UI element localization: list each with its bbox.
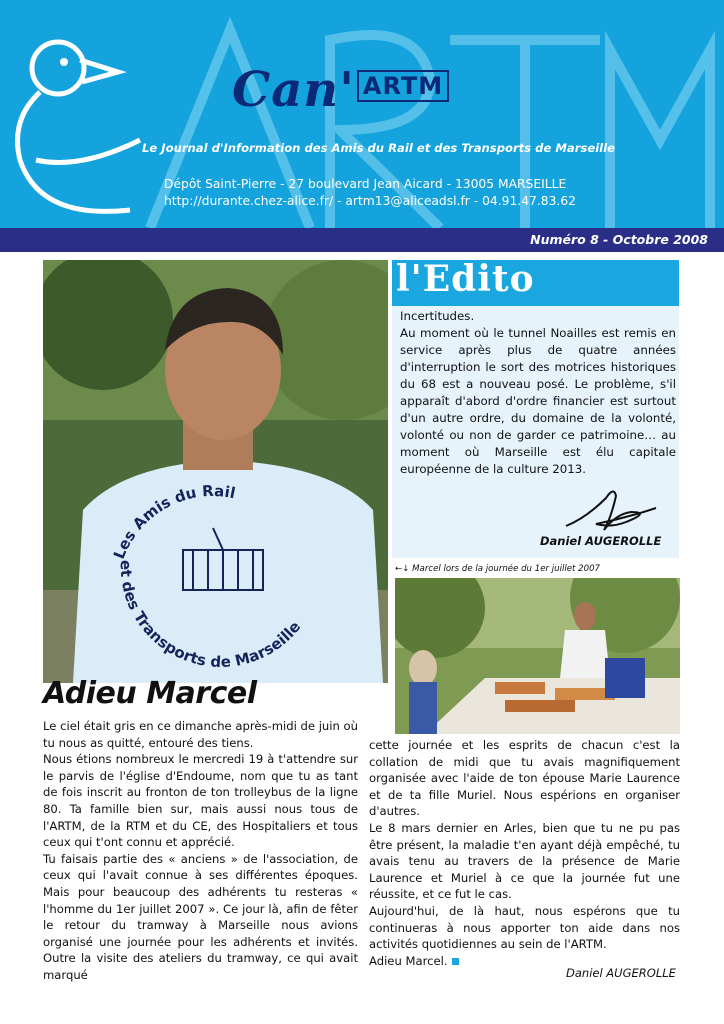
photo-caption: ←↓ Marcel lors de la journée du 1er juillet 2007 [395,564,601,574]
issue-number: Numéro 8 - Octobre 2008 [530,232,708,247]
article-paragraph: Aujourd'hui, de là haut, nous espérons que tu continueras à nous apporter ton aide dans nos activités quotidiennes au sein de l'ARTM. [369,903,680,952]
address-line: Dépôt Saint-Pierre - 27 boulevard Jean Aicard - 13005 MARSEILLE [164,177,567,191]
contact-address [164,176,576,210]
header-banner [0,0,724,228]
edito-paragraph: Au moment où le tunnel Noailles est remis en service après plus de quatre années d'interruption le sort des motrices historiques du 68 est a nouveau posé. Le problème, s'il apparaît d'abord d'ordre financier est surtout d'un autre ordre, du domaine de la volonté, volonté ou non de garder ce patrimoine… au moment où Marseille est élu capitale européenne de la culture 2013. [400,326,676,476]
article-column-left [43,718,358,984]
photo-buffet-july-2007 [395,578,680,734]
portrait-illustration [43,260,388,683]
edito-signature: Daniel AUGEROLLE [540,534,662,548]
article-paragraph: Le 8 mars dernier en Arles, bien que tu ne pu pas être présent, la maladie t'en ayant déjà empêché, tu avais tenu au travers de la présence de Marie Laurence et Muriel à ce que la journée fut une réussite, et ce fut le cas. [369,820,680,902]
article-column-right [369,737,680,969]
masthead-prefix: Can' [232,62,355,118]
article-paragraph: Tu faisais partie des « anciens » de l'association, de ceux qui l'avait connue à ses différentes époques. Mais pour beaucoup des adhérents tu resteras « l'homme du 1er juillet 2007 ». Ce jour là, afin de fêter le retour du tramway à Marseille nous avions organisé une journée pour les adhérents et invités. Outre la visite des ateliers du tramway, ce qui avait marqué [43,851,358,982]
edito-paragraph: Incertitudes. [400,309,475,323]
end-of-article-square-icon [452,958,459,965]
edito-text [400,308,676,478]
buffet-illustration [395,578,680,734]
article-signature: Daniel AUGEROLLE [566,966,676,980]
article-closing-text: Adieu Marcel. [369,953,448,968]
tshirt-text-top: Les Amis du Rail [109,481,237,562]
article-paragraph: Nous étions nombreux le mercredi 19 à t'attendre sur le parvis de l'église d'Endoume, nom que tu as tant de fois inscrit au fronton de ton trolleybus de la ligne 80. Ta famille bien sur, mais aussi nous tous de l'ARTM, de la RTM et du CE, des Hospitaliers et tous ceux qui t'ont connu et apprécié. [43,752,358,850]
edito-title: l'Edito [396,258,535,300]
article-paragraph: cette journée et les esprits de chacun c'est la collation de midi que tu avais magnifiquement organisée avec l'aide de ton épouse Marie Laurence et de ta fille Muriel. Nous espérions en organiser d'autres. [369,738,680,819]
photo-marcel-portrait [43,260,388,683]
web-email-phone-line[interactable]: http://durante.chez-alice.fr/ - artm13@aliceadsl.fr - 04.91.47.83.62 [164,194,576,208]
masthead-artm-box: ARTM [357,70,449,102]
article-title: Adieu Marcel [43,676,257,711]
masthead-title [232,62,449,118]
tshirt-text-bottom: et des Transports de Marseille [116,559,305,672]
journal-subtitle: Le Journal d'Information des Amis du Rail et des Transports de Marseille [142,141,615,155]
duck-logo-icon [0,20,150,228]
article-paragraph: Le ciel était gris en ce dimanche après-midi de juin où tu nous as quitté, entouré des tiens. [43,719,358,750]
handwritten-signature-icon [556,478,666,536]
